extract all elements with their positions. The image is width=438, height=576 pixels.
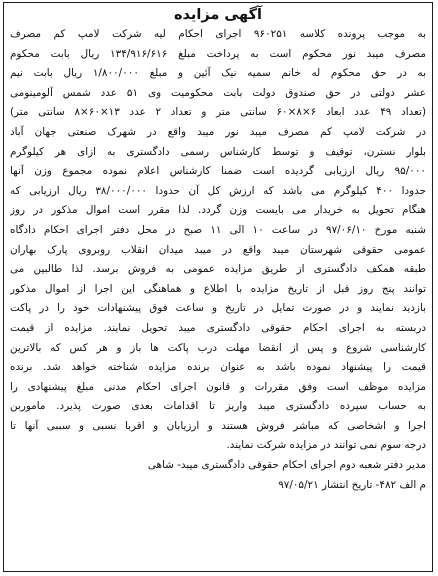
- body-line: مصرف میبد نور محکوم است به پرداخت مبلغ ۱۳۴/۹۱۶/۶۱۶ ریال بابت محکوم: [10, 47, 426, 60]
- notice-body: [10, 25, 426, 456]
- body-line: (تعداد ۴۹ عدد ابعاد ۶×۸×۶۰ سانتی متر و تعداد ۲ عدد ۱۳×۶۰×۸ سانتی متر): [10, 106, 426, 119]
- auction-notice: [3, 2, 433, 572]
- notice-title: آگهی مزایده: [173, 7, 263, 23]
- notice-signature-block: [10, 456, 426, 495]
- body-line: عمومی حقوقی شهرستان میبد واقع در میبد میدان انقلاب روبروی پارک بهاران: [10, 243, 426, 256]
- body-line: کارشناسی شروع و پس از انقضا مهلت درب پاکت ها باز و هر کس که بالاترین: [10, 341, 426, 354]
- body-line: درجه سوم نمی توانند در مزایده شرکت نمایند.: [226, 439, 426, 452]
- body-line: حدودا ۴۰۰ کیلوگرم می باشد که ارزش کل آن حدودا ۳۸/۰۰۰/۰۰۰ ریال ارزیابی که: [10, 184, 426, 197]
- body-line: به در حق محکوم له خانم سمیه نیک آئین و مبلغ ۱/۸۰۰/۰۰۰ ریال بابت نیم: [10, 67, 426, 80]
- body-line: هنگام تحویل به خریدار می بایست وزن گردد. لذا مقرر است اموال مذکور در روز: [10, 204, 426, 217]
- body-line: به موجب پرونده کلاسه ۹۶۰۲۵۱ اجرای احکام لیه شرکت لامپ کم مصرف: [10, 28, 426, 40]
- signature-line: مدیر دفتر شعبه دوم اجرای احکام حقوقی دادگستری میبد- شاهی: [147, 459, 426, 472]
- body-line: بلوار نسترن، توقیف و توسط کارشناس رسمی دادگستری به ازای هر کیلوگرم: [10, 145, 426, 158]
- body-line: اجرا و اشخاصی که مباشر فروش هستند و ارزیابان و اقربا نسبی و سببی آنها تا: [10, 419, 426, 432]
- body-line: بازدید نمایند و در صورت تمایل در تاریخ و ساعت فوق پیشنهادات خود را در پاکت: [10, 302, 426, 315]
- footer-line: م الف ۴۸۲- تاریخ انتشار ۹۷/۰۵/۲۱: [278, 478, 426, 491]
- body-line: ۹۵/۰۰۰ ریال ارزیابی گردیده است ضمنا کارشناس اعلام نموده مجموع وزن آنها: [10, 165, 426, 178]
- body-line: در شرکت لامپ کم مصرف میبد نور میبد واقع در شهرک صنعتی جهان آباد: [10, 125, 426, 138]
- body-line: مزایده موظف است وفق مقررات و قانون اجرای احکام مدنی مبلغ پیشنهادی را: [10, 380, 426, 393]
- body-line: به حساب سپرده دادگستری میبد واریز تا اقدامات بعدی صورت پذیرد. ماموربن: [10, 400, 426, 413]
- body-line: قیمت را پیشنهاد نموده باشد به عنوان برنده مزایده شناخته خواهد شد. برنده: [10, 361, 426, 374]
- body-line: دربسته به اجرای احکام حقوقی دادگستری میبد تحویل نمایند. مزایده از قیمت: [10, 321, 426, 334]
- body-line: شنبه مورخ ۹۷/۰۶/۱۰ در ساعت ۱۰ الی ۱۱ صبح در محل دفتر اجرای احکام دادگاه: [10, 223, 426, 236]
- body-line: توانند پنج روز قبل از تاریخ مزایده با اطلاع و هماهنگی این اجرا از اموال مذکور: [10, 282, 426, 295]
- body-line: عشر دولتی در حق صندوق دولت بابت محکومیت وی ۵۱ عدد شمس آلومینومی: [10, 86, 426, 99]
- body-line: طبقه همکف دادگستری از طریق مزایده عمومی به فروش برسد. لذا طالبین می: [10, 263, 426, 276]
